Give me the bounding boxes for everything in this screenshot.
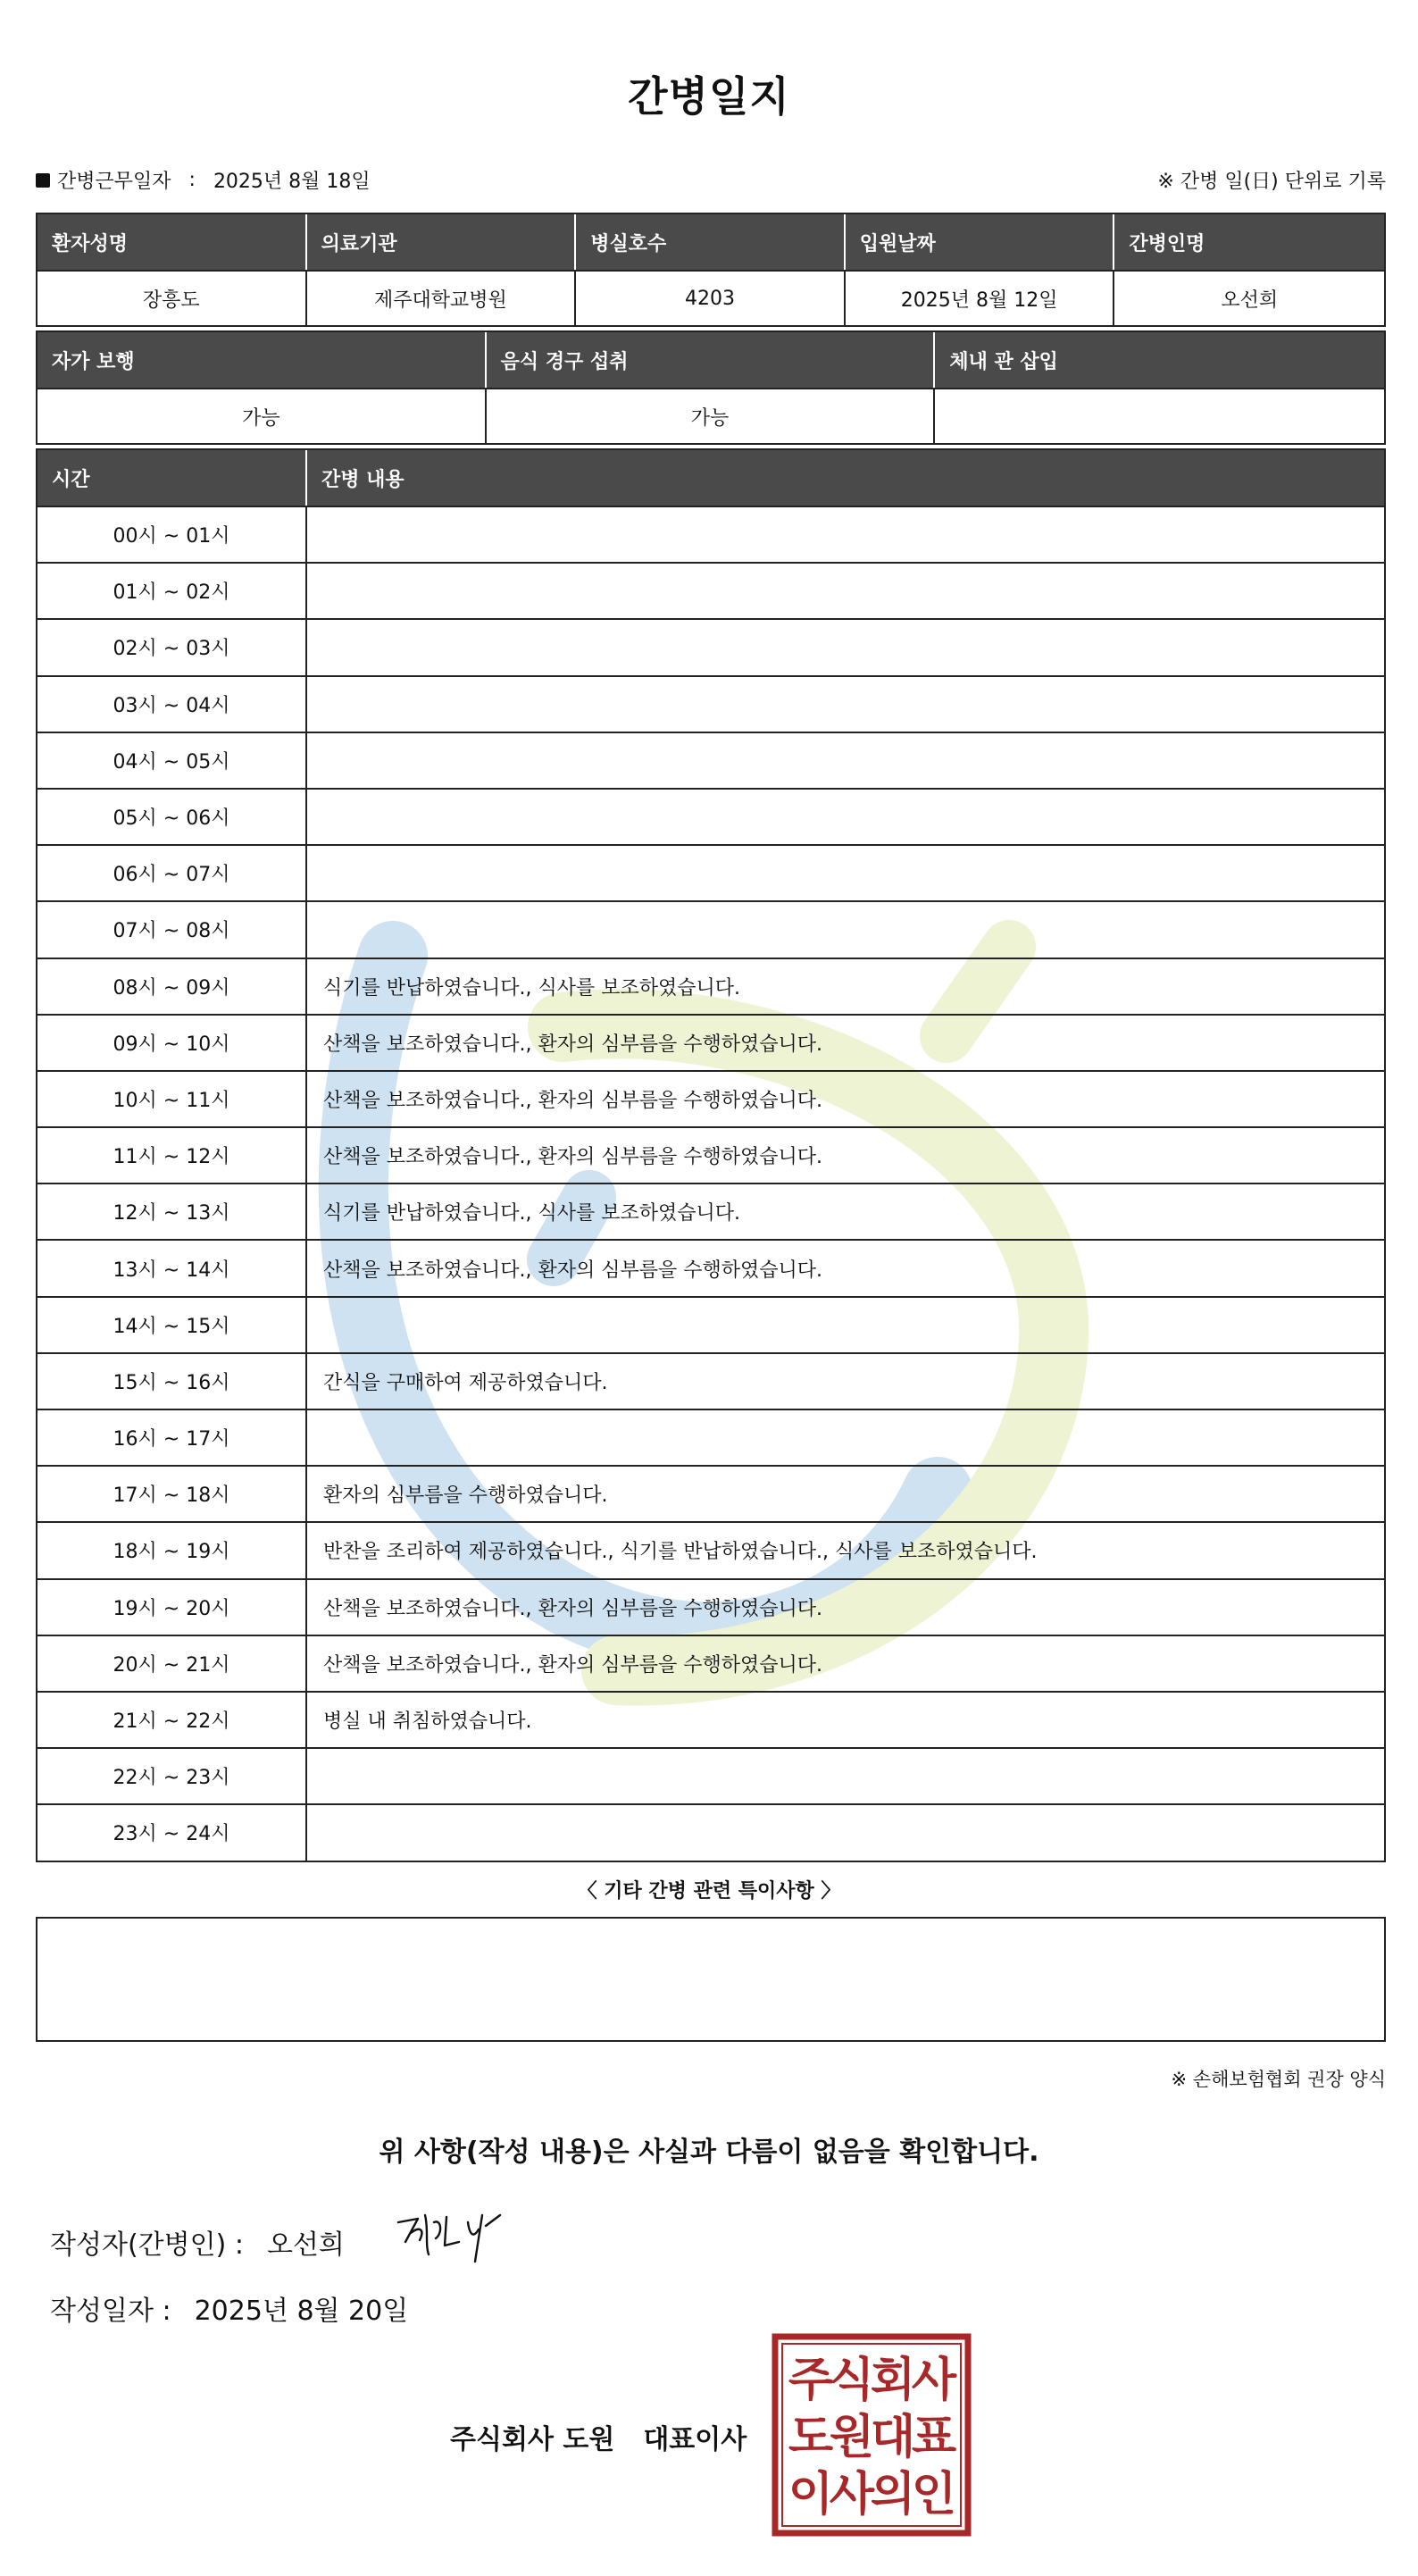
header-caregiver: 간병인명: [1114, 214, 1384, 270]
time-cell: 00시 ~ 01시: [38, 507, 307, 562]
recommend-note: ※ 손해보험협회 권장 양식: [1171, 2069, 1386, 2090]
value-tube: [935, 388, 1384, 443]
table-row: [38, 1691, 1384, 1747]
content-cell: [307, 1749, 1384, 1803]
svg-text:대: 대: [870, 2411, 916, 2464]
work-date: [36, 166, 371, 194]
content-cell: [307, 733, 1384, 788]
table-row: [38, 1296, 1384, 1352]
content-cell: [307, 902, 1384, 957]
time-cell: 08시 ~ 09시: [38, 959, 307, 1014]
time-cell: 15시 ~ 16시: [38, 1354, 307, 1409]
care-log-header: [38, 450, 1384, 506]
content-cell: 산책을 보조하였습니다., 환자의 심부름을 수행하였습니다.: [323, 1259, 823, 1282]
table-row: [38, 1352, 1384, 1409]
value-room: 4203: [576, 270, 846, 325]
svg-text:인: 인: [911, 2468, 957, 2522]
content-cell: [307, 507, 1384, 562]
time-cell: 14시 ~ 15시: [38, 1298, 307, 1352]
time-cell: 19시 ~ 20시: [38, 1580, 307, 1635]
table-row: [38, 1578, 1384, 1635]
svg-text:표: 표: [911, 2411, 957, 2464]
time-cell: 16시 ~ 17시: [38, 1410, 307, 1465]
work-date-sep: :: [188, 169, 196, 191]
svg-text:사: 사: [829, 2468, 875, 2522]
table-row: [38, 732, 1384, 788]
company-line: [450, 2417, 747, 2456]
content-cell: [307, 790, 1384, 844]
svg-text:식: 식: [829, 2354, 875, 2407]
time-cell: 13시 ~ 14시: [38, 1241, 307, 1295]
content-cell: 식기를 반납하였습니다., 식사를 보조하였습니다.: [323, 976, 741, 999]
value-walking: 가능: [38, 388, 487, 443]
table-row: [38, 1183, 1384, 1239]
time-cell: 07시 ~ 08시: [38, 902, 307, 957]
content-cell: 병실 내 취침하였습니다.: [323, 1710, 532, 1734]
time-cell: 06시 ~ 07시: [38, 846, 307, 900]
table-row: [38, 1465, 1384, 1521]
writer-label: 작성자(간병인) :: [50, 2229, 244, 2261]
table-row: [38, 844, 1384, 900]
content-cell: [307, 1805, 1384, 1860]
work-date-label: 간병근무일자: [57, 171, 171, 193]
content-cell: [307, 1410, 1384, 1465]
value-patient-name: 장흥도: [38, 270, 307, 325]
table-row: [38, 900, 1384, 957]
ability-table: [36, 330, 1386, 445]
content-cell: 산책을 보조하였습니다., 환자의 심부름을 수행하였습니다.: [323, 1089, 823, 1112]
header-patient-name: 환자성명: [38, 214, 307, 270]
table-row: [38, 1070, 1384, 1126]
confirmation-statement: 위 사항(작성 내용)은 사실과 다름이 없음을 확인합니다.: [379, 2137, 1039, 2168]
work-date-value: 2025년 8월 18일: [213, 171, 371, 193]
table-row: [38, 1635, 1384, 1691]
time-cell: 18시 ~ 19시: [38, 1523, 307, 1577]
written-date-line: [50, 2288, 408, 2328]
patient-info-table: [36, 213, 1386, 327]
content-cell: [307, 620, 1384, 674]
header-tube: 체내 관 삽입: [935, 332, 1384, 388]
table-row: [38, 1521, 1384, 1577]
time-cell: 09시 ~ 10시: [38, 1016, 307, 1070]
table-row: [38, 562, 1384, 618]
time-cell: 21시 ~ 22시: [38, 1693, 307, 1747]
written-date-value: 2025년 8월 20일: [194, 2296, 409, 2327]
header-institution: 의료기관: [307, 214, 577, 270]
content-cell: 간식을 구매하여 제공하였습니다.: [323, 1371, 608, 1394]
header-admission-date: 입원날짜: [846, 214, 1115, 270]
handwritten-signature: [393, 2203, 518, 2265]
header-time: 시간: [38, 450, 307, 506]
company-seal-stamp: [772, 2333, 972, 2537]
content-cell: 반찬을 조리하여 제공하였습니다., 식기를 반납하였습니다., 식사를 보조하였습니다.: [323, 1541, 1038, 1564]
table-row: [38, 506, 1384, 562]
table-row: [38, 1409, 1384, 1465]
written-date-label: 작성일자 :: [50, 2296, 171, 2327]
content-cell: [307, 564, 1384, 618]
time-cell: 01시 ~ 02시: [38, 564, 307, 618]
content-cell: 환자의 심부름을 수행하였습니다.: [323, 1485, 608, 1508]
time-cell: 20시 ~ 21시: [38, 1636, 307, 1691]
table-row: [38, 1803, 1384, 1860]
table-row: [38, 958, 1384, 1014]
content-cell: [307, 846, 1384, 900]
value-institution: 제주대학교병원: [307, 270, 577, 325]
header-walking: 자가 보행: [38, 332, 487, 388]
content-cell: 산책을 보조하였습니다., 환자의 심부름을 수행하였습니다.: [323, 1146, 823, 1169]
table-row: [38, 1014, 1384, 1070]
value-caregiver: 오선희: [1114, 270, 1384, 325]
time-cell: 02시 ~ 03시: [38, 620, 307, 674]
svg-text:사: 사: [911, 2354, 957, 2407]
writer-line: [50, 2222, 345, 2262]
time-cell: 11시 ~ 12시: [38, 1128, 307, 1183]
writer-name: 오선희: [266, 2229, 345, 2261]
time-cell: 23시 ~ 24시: [38, 1805, 307, 1860]
document-title: 간병일지: [628, 72, 790, 121]
header-care-content: 간병 내용: [321, 468, 405, 491]
header-oral-intake: 음식 경구 섭취: [487, 332, 936, 388]
time-cell: 22시 ~ 23시: [38, 1749, 307, 1803]
value-oral-intake: 가능: [487, 388, 936, 443]
special-notes-box: [36, 1917, 1386, 2042]
content-cell: 산책을 보조하였습니다., 환자의 심부름을 수행하였습니다.: [323, 1597, 823, 1620]
content-cell: 산책을 보조하였습니다., 환자의 심부름을 수행하였습니다.: [323, 1033, 823, 1056]
company-name: 주식회사 도원: [450, 2424, 615, 2455]
time-cell: 04시 ~ 05시: [38, 733, 307, 788]
svg-text:이: 이: [788, 2468, 834, 2522]
value-admission-date: 2025년 8월 12일: [846, 270, 1115, 325]
content-cell: [307, 677, 1384, 732]
table-row: [38, 618, 1384, 674]
content-cell: 식기를 반납하였습니다., 식사를 보조하였습니다.: [323, 1202, 741, 1225]
care-log-table: [36, 448, 1386, 1862]
unit-note: ※ 간병 일(日) 단위로 기록: [1157, 171, 1386, 193]
time-cell: 10시 ~ 11시: [38, 1072, 307, 1126]
time-cell: 12시 ~ 13시: [38, 1184, 307, 1239]
time-cell: 17시 ~ 18시: [38, 1467, 307, 1521]
time-cell: 03시 ~ 04시: [38, 677, 307, 732]
header-room: 병실호수: [576, 214, 846, 270]
table-row: [38, 1747, 1384, 1803]
svg-text:의: 의: [870, 2468, 916, 2522]
svg-text:회: 회: [870, 2354, 916, 2407]
table-row: [38, 788, 1384, 844]
bullet-square-icon: [36, 173, 50, 188]
time-cell: 05시 ~ 06시: [38, 790, 307, 844]
svg-text:주: 주: [788, 2354, 834, 2407]
svg-text:도: 도: [788, 2411, 834, 2464]
content-cell: 산책을 보조하였습니다., 환자의 심부름을 수행하였습니다.: [323, 1653, 823, 1677]
company-role: 대표이사: [643, 2424, 747, 2455]
table-row: [38, 675, 1384, 732]
content-cell: [307, 1298, 1384, 1352]
svg-text:원: 원: [829, 2411, 875, 2464]
special-notes-title: 〈 기타 간병 관련 특이사항 〉: [577, 1880, 841, 1903]
table-row: [38, 1126, 1384, 1183]
table-row: [38, 1239, 1384, 1295]
